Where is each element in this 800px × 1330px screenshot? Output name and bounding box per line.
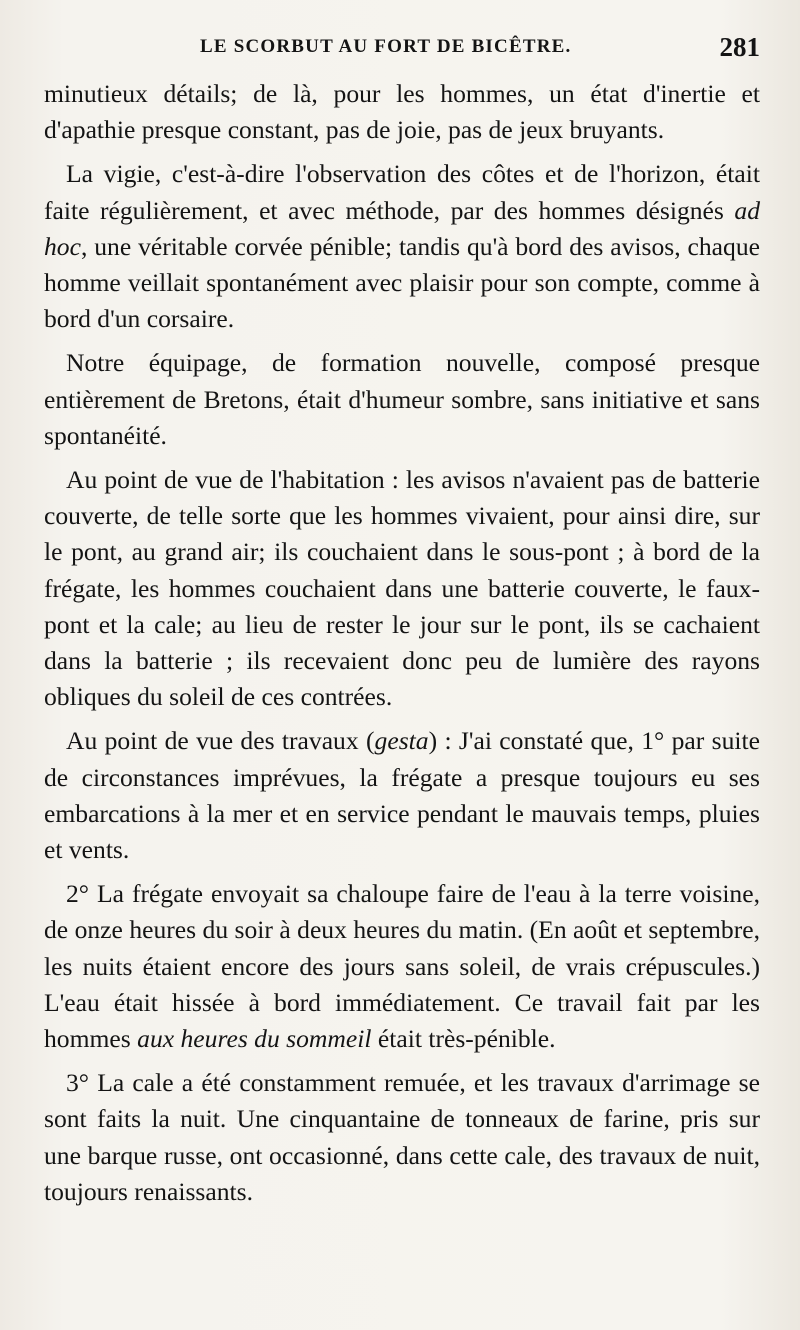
- italic-term: gesta: [374, 726, 429, 756]
- paragraph-text: Notre équipage, de formation nouvelle, composé presque entièrement de Bretons, était d'humeur sombre, sans initiative et sans spontanéité.: [44, 348, 760, 450]
- text-run: ) : J'ai constaté que, 1° par suite de circonstances imprévues, la frégate a presque toujours eu ses embarcations à la mer et en service pendant le mauvais temps, pluies et vents.: [44, 726, 760, 865]
- paragraph-text: Au point de vue de l'habitation : les avisos n'avaient pas de batterie couverte, de telle sorte que les hommes vivaient, pour ainsi dire, sur le pont, au grand air; ils couchaient dans le sous-pont ; à bord de la frégate, les hommes couchaient dans une batterie couverte, le faux-pont et la cale; au lieu de rester le jour sur le pont, ils se cachaient dans la batterie ; ils recevaient donc peu de lumière des rayons obliques du soleil de ces contrées.: [44, 465, 760, 712]
- text-run: 2° La frégate envoyait sa chaloupe faire de l'eau à la terre voisine, de onze heures du soir à deux heures du matin. (En août et septembre, les nuits étaient encore des jours sans soleil, de vrais crépuscules.) L'eau était hissée à bord immédiatement. Ce travail fait par les hommes: [44, 879, 760, 1054]
- italic-term: ad hoc: [44, 195, 760, 261]
- running-title: LE SCORBUT AU FORT DE BICÊTRE.: [200, 36, 572, 57]
- text-run: La vigie, c'est-à-dire l'observation des côtes et de l'horizon, était faite régulièrement, et avec méthode, par des hommes désignés: [44, 159, 760, 225]
- paragraph-vigie: [44, 156, 760, 337]
- paragraph-chaloupe: [44, 876, 760, 1057]
- paragraph-travaux: [44, 723, 760, 868]
- page-header: [40, 32, 760, 66]
- text-run: , une véritable corvée pénible; tandis qu'à bord des avisos, chaque homme veillait spontanément avec plaisir pour son compte, comme à bord d'un corsaire.: [44, 231, 760, 334]
- body-text: [44, 76, 760, 1218]
- paragraph-habitation: [44, 462, 760, 715]
- text-run: Au point de vue des travaux (: [66, 726, 375, 756]
- paragraph-text: 3° La cale a été constamment remuée, et les travaux d'arrimage se sont faits la nuit. Une cinquantaine de tonneaux de farine, pris sur une barque russe, ont occasionné, dans cette cale, des travaux de nuit, toujours renaissants.: [44, 1068, 760, 1206]
- italic-term: aux heures du sommeil: [137, 1024, 372, 1054]
- paragraph-equipage: [44, 345, 760, 454]
- paragraph-continued: [44, 76, 760, 148]
- page-number: 281: [719, 32, 760, 62]
- paragraph-cale: [44, 1065, 760, 1210]
- text-run: était très-pénible.: [371, 1024, 556, 1054]
- paragraph-text: minutieux détails; de là, pour les hommes, un état d'inertie et d'apathie presque constant, pas de joie, pas de jeux bruyants.: [44, 79, 760, 145]
